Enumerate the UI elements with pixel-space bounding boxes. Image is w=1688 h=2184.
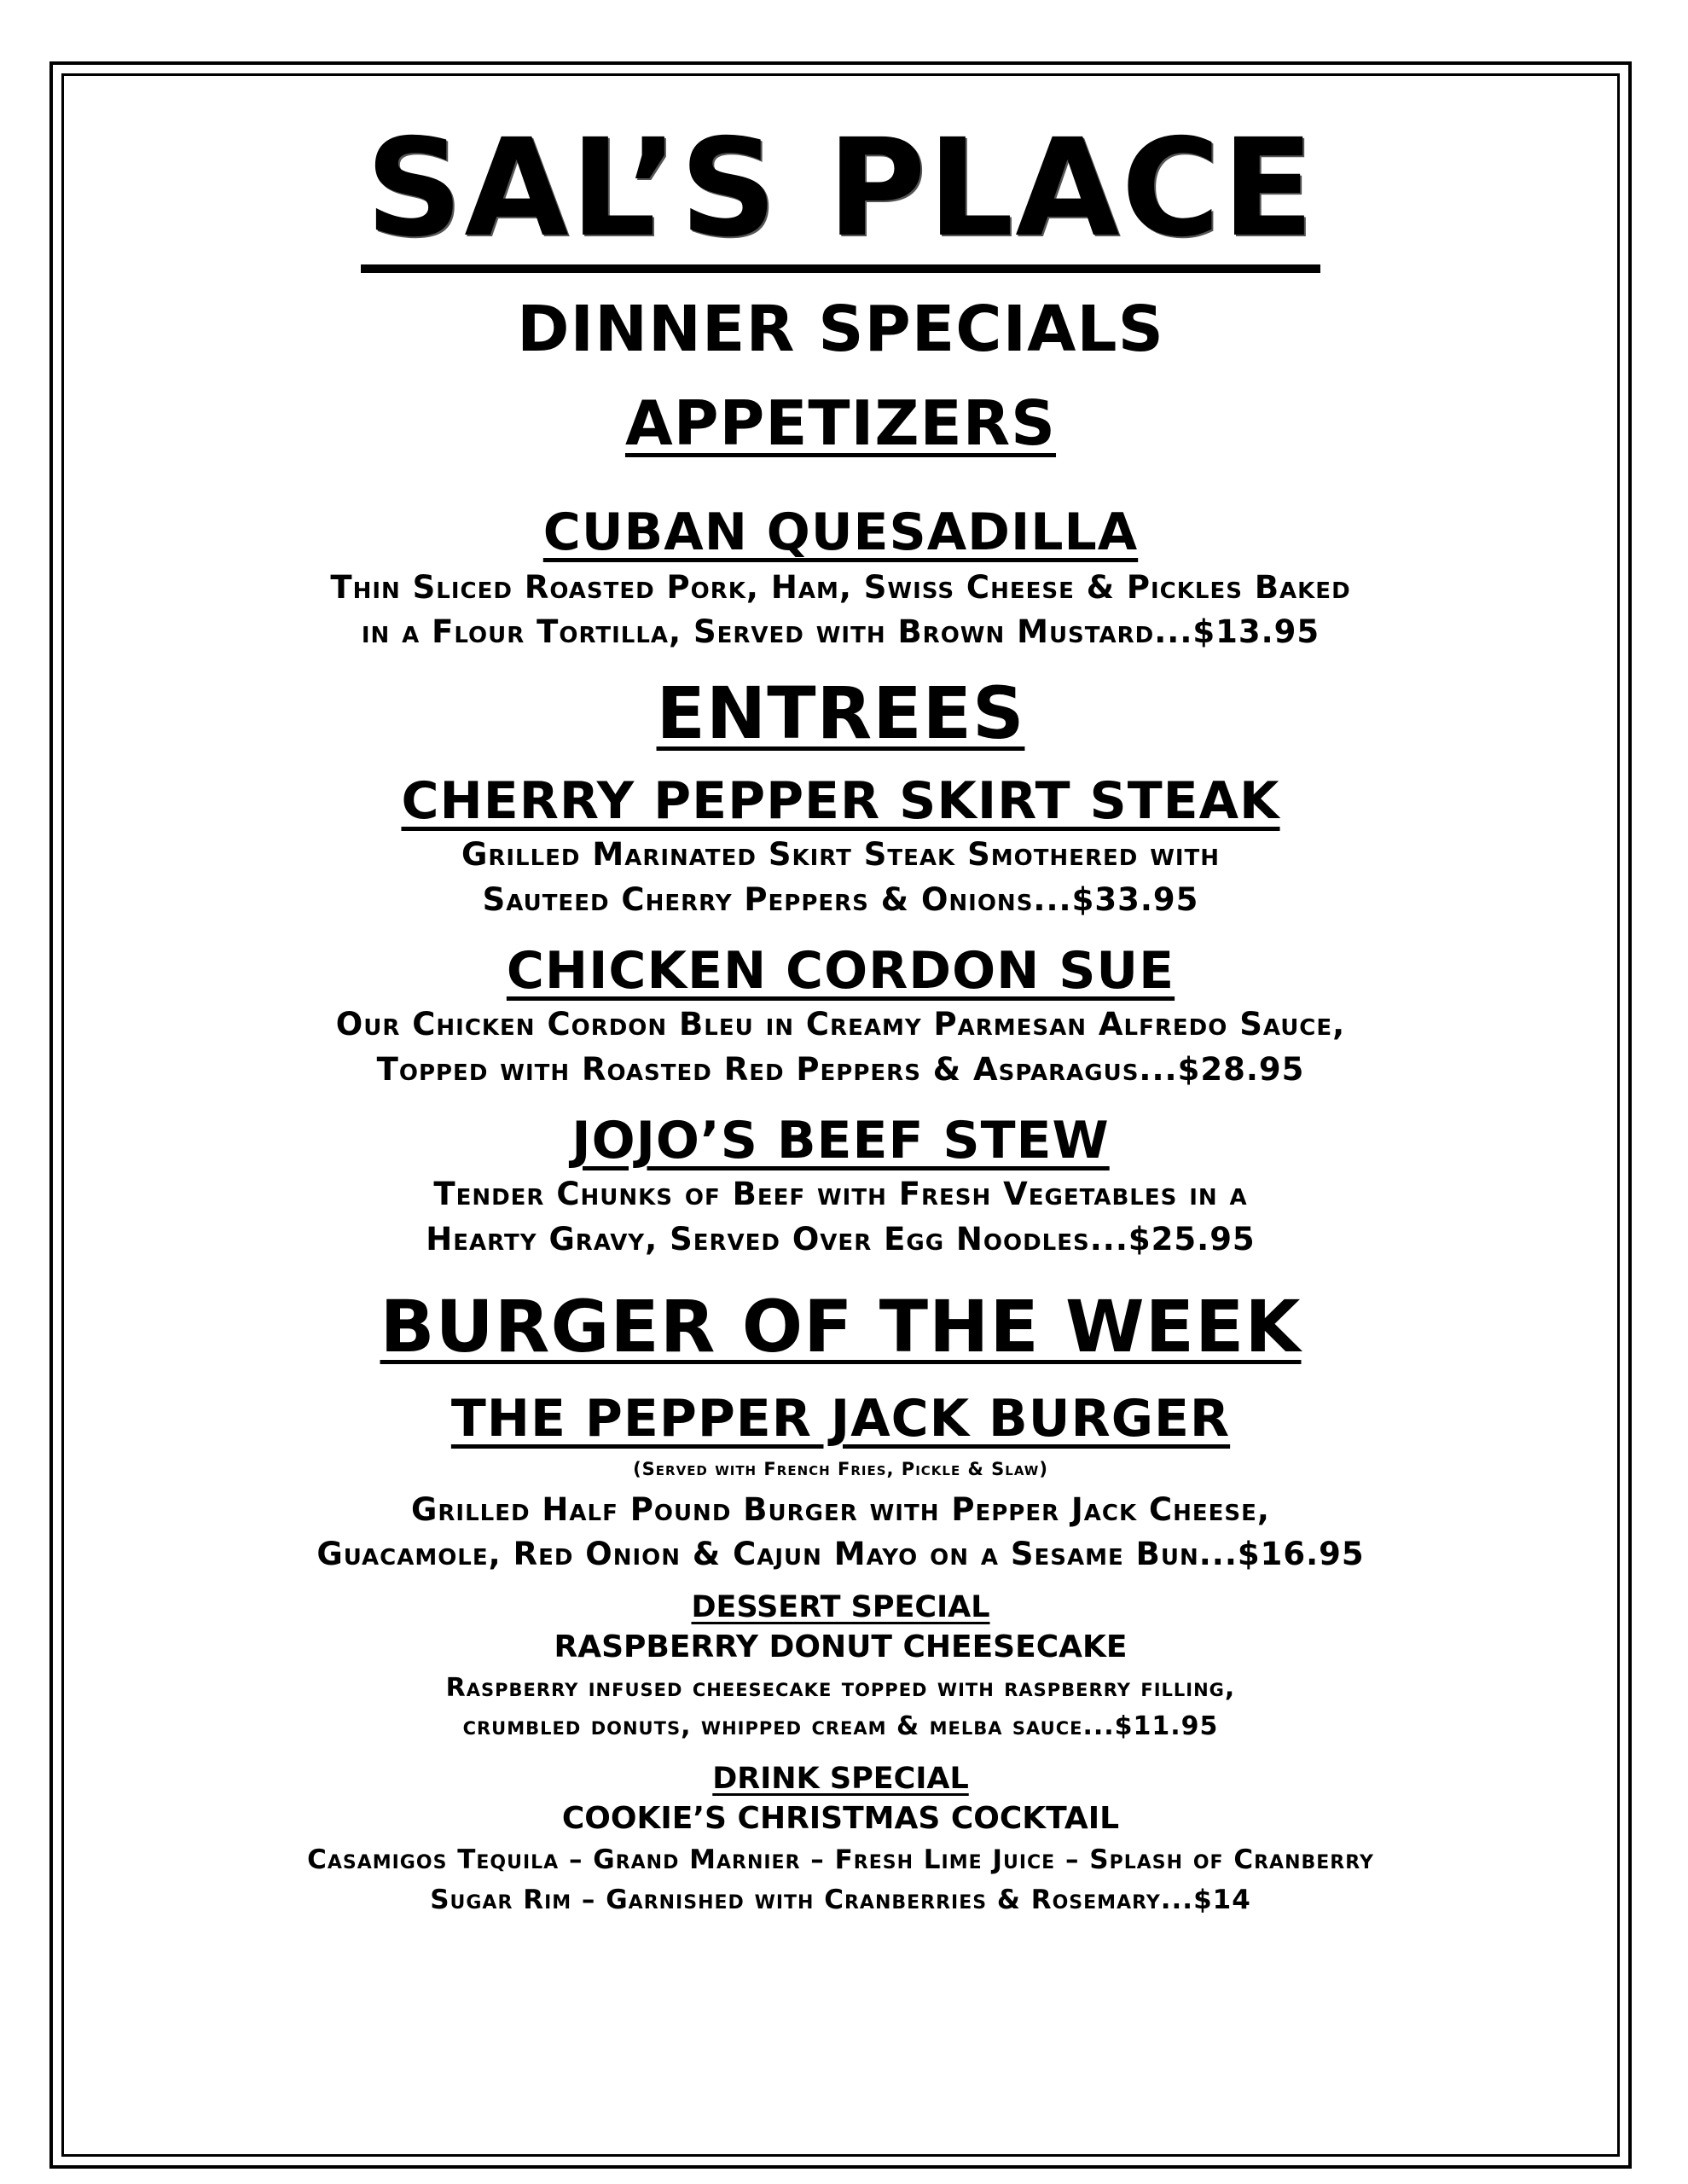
entree-desc-line1: Tender Chunks of Beef with Fresh Vegetables in a	[433, 1176, 1248, 1213]
entree-item-name: CHERRY PEPPER SKIRT STEAK	[401, 771, 1280, 832]
entrees-section	[61, 671, 1620, 755]
entree-item-description	[61, 1172, 1620, 1262]
burger-section	[61, 1285, 1620, 1369]
entrees-heading: ENTREES	[656, 671, 1025, 755]
burger-desc-line2: Guacamole, Red Onion & Cajun Mayo on a Sesame Bun...$16.95	[316, 1536, 1365, 1573]
dessert-section	[61, 1589, 1620, 1625]
appetizers-section	[61, 387, 1620, 460]
drink-desc-line1: Casamigos Tequila – Grand Marnier – Fresh Lime Juice – Splash of Cranberry	[307, 1844, 1374, 1876]
burger-item-description	[61, 1488, 1620, 1577]
appetizer-desc-line1: Thin Sliced Roasted Pork, Ham, Swiss Cheese & Pickles Baked	[330, 568, 1351, 606]
entree-desc-line2: Hearty Gravy, Served Over Egg Noodles...$25.95	[426, 1220, 1256, 1258]
burger-desc-line1: Grilled Half Pound Burger with Pepper Jack Cheese,	[411, 1490, 1270, 1528]
entree-item-name: CHICKEN CORDON SUE	[506, 941, 1175, 1002]
drink-item-description	[61, 1840, 1620, 1920]
entree-desc-line1: Grilled Marinated Skirt Steak Smothered with	[461, 836, 1221, 874]
burger-item-note: (Served with French Fries, Pickle & Slaw)	[633, 1458, 1048, 1479]
entree-item-description	[61, 833, 1620, 922]
dessert-item-name: RASPBERRY DONUT CHEESECAKE	[554, 1629, 1128, 1664]
appetizer-desc-line2: in a Flour Tortilla, Served with Brown Mustard...$13.95	[361, 613, 1320, 651]
entree-item	[61, 771, 1620, 832]
dessert-desc-line2: crumbled donuts, whipped cream & melba sauce...$11.95	[462, 1711, 1219, 1741]
appetizers-heading: APPETIZERS	[624, 387, 1057, 460]
dessert-desc-line1: Raspberry infused cheesecake topped with raspberry filling,	[445, 1672, 1236, 1703]
entree-desc-line2: Topped with Roasted Red Peppers & Asparagus...$28.95	[376, 1050, 1305, 1088]
entree-desc-line1: Our Chicken Cordon Bleu in Creamy Parmesan Alfredo Sauce,	[335, 1006, 1346, 1043]
entree-item-name: JOJO’S BEEF STEW	[571, 1111, 1110, 1171]
burger-item	[61, 1388, 1620, 1449]
drink-desc-line2: Sugar Rim – Garnished with Cranberries & Rosemary...$14	[430, 1884, 1251, 1915]
entree-item	[61, 1112, 1620, 1169]
drink-section	[61, 1761, 1620, 1797]
appetizer-item-description	[61, 566, 1620, 655]
restaurant-name: SAL’S PLACE	[361, 121, 1321, 273]
entree-item-description	[61, 1002, 1620, 1092]
menu-content	[61, 73, 1620, 1920]
menu-title: DINNER SPECIALS	[517, 293, 1164, 366]
burger-heading: BURGER OF THE WEEK	[380, 1285, 1302, 1369]
entree-item	[61, 941, 1620, 1002]
burger-item-name: THE PEPPER JACK BURGER	[450, 1388, 1231, 1449]
drink-heading: DRINK SPECIAL	[712, 1761, 969, 1796]
entree-desc-line2: Sauteed Cherry Peppers & Onions...$33.95	[482, 880, 1199, 918]
dessert-heading: DESSERT SPECIAL	[691, 1589, 990, 1624]
appetizer-item	[61, 504, 1620, 561]
dessert-item-description	[61, 1669, 1620, 1745]
appetizer-item-name: CUBAN QUESADILLA	[542, 502, 1139, 562]
drink-item-name: COOKIE’S CHRISTMAS COCKTAIL	[561, 1800, 1120, 1836]
